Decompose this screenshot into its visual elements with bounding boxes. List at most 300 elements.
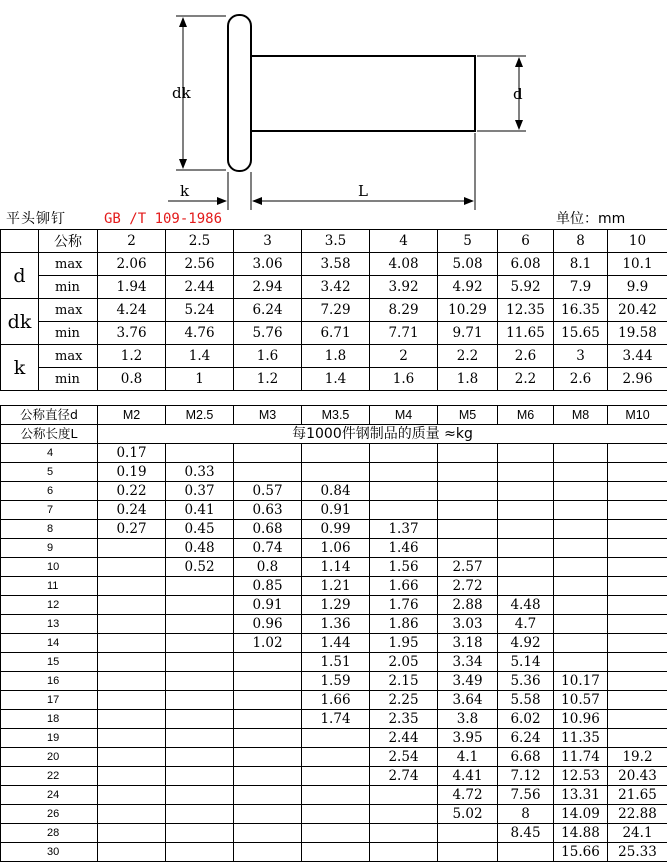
mass-value: 10.17 xyxy=(554,672,608,691)
mass-value: 4.92 xyxy=(498,634,554,653)
nominal-length: 24 xyxy=(1,786,98,805)
nominal-length: 5 xyxy=(1,463,98,482)
mass-value xyxy=(166,748,234,767)
mass-per-1000-caption: 每1000件钢制品的质量 ≈kg xyxy=(98,425,667,444)
mass-value xyxy=(98,843,166,862)
dimension-value: 9.9 xyxy=(608,276,667,299)
dimension-row xyxy=(1,322,667,345)
nominal-length: 15 xyxy=(1,653,98,672)
nominal-length: 13 xyxy=(1,615,98,634)
mass-value xyxy=(608,615,667,634)
mass-value xyxy=(438,501,498,520)
mass-value: 0.63 xyxy=(234,501,302,520)
table-row xyxy=(1,767,667,786)
table-row xyxy=(1,501,667,520)
mass-value xyxy=(608,539,667,558)
mass-value xyxy=(370,786,438,805)
mass-value: 10.57 xyxy=(554,691,608,710)
mass-value xyxy=(370,805,438,824)
mass-value: 13.31 xyxy=(554,786,608,805)
dimension-row xyxy=(1,368,667,391)
mass-value: 6.02 xyxy=(498,710,554,729)
mass-value xyxy=(608,482,667,501)
dimension-value: 2 xyxy=(370,345,438,368)
mass-value xyxy=(302,463,370,482)
dimension-group-label: k xyxy=(1,345,39,391)
nominal-size: 2 xyxy=(98,230,166,253)
mass-value: 0.41 xyxy=(166,501,234,520)
dimension-row xyxy=(1,299,667,322)
thread-size: M10 xyxy=(608,406,667,425)
mass-value: 0.48 xyxy=(166,539,234,558)
dimension-value: 1.6 xyxy=(234,345,302,368)
mass-value xyxy=(234,672,302,691)
dimension-value: 6.71 xyxy=(302,322,370,345)
dimension-value: 3.06 xyxy=(234,253,302,276)
mass-value: 0.57 xyxy=(234,482,302,501)
dimension-value: 8.29 xyxy=(370,299,438,322)
table-row xyxy=(1,729,667,748)
mass-value xyxy=(166,786,234,805)
dimension-value: 20.42 xyxy=(608,299,667,322)
nominal-length: 12 xyxy=(1,596,98,615)
mass-value: 0.24 xyxy=(98,501,166,520)
dimension-value: 4.24 xyxy=(98,299,166,322)
dimension-value: 12.35 xyxy=(498,299,554,322)
dimension-value: 16.35 xyxy=(554,299,608,322)
mass-value xyxy=(166,710,234,729)
mass-value xyxy=(554,634,608,653)
nominal-length: 8 xyxy=(1,520,98,539)
mass-value xyxy=(554,482,608,501)
dimension-value: 5.24 xyxy=(166,299,234,322)
dimension-value: 1.8 xyxy=(302,345,370,368)
dimension-table xyxy=(0,229,667,391)
mass-value xyxy=(234,786,302,805)
mass-value xyxy=(438,824,498,843)
mass-value xyxy=(234,824,302,843)
table-row xyxy=(1,444,667,463)
mass-value: 1.36 xyxy=(302,615,370,634)
mass-value xyxy=(608,501,667,520)
mass-value: 2.88 xyxy=(438,596,498,615)
table-row xyxy=(1,672,667,691)
mass-value: 2.15 xyxy=(370,672,438,691)
mass-value xyxy=(554,558,608,577)
mass-value: 15.66 xyxy=(554,843,608,862)
mass-value xyxy=(608,710,667,729)
mass-value: 11.74 xyxy=(554,748,608,767)
mass-value xyxy=(438,520,498,539)
mass-value: 1.06 xyxy=(302,539,370,558)
limit-label: min xyxy=(39,322,98,345)
dimension-value: 2.96 xyxy=(608,368,667,391)
mass-value: 0.84 xyxy=(302,482,370,501)
table-row xyxy=(1,691,667,710)
nominal-length: 10 xyxy=(1,558,98,577)
mass-value: 0.96 xyxy=(234,615,302,634)
mass-value xyxy=(234,463,302,482)
limit-label: max xyxy=(39,345,98,368)
nominal-size: 2.5 xyxy=(166,230,234,253)
mass-value xyxy=(608,596,667,615)
dimension-value: 1.94 xyxy=(98,276,166,299)
mass-value xyxy=(166,596,234,615)
mass-value: 0.91 xyxy=(234,596,302,615)
nominal-size: 8 xyxy=(554,230,608,253)
mass-value xyxy=(98,824,166,843)
dimension-value: 1 xyxy=(166,368,234,391)
mass-value xyxy=(370,843,438,862)
thread-size: M2.5 xyxy=(166,406,234,425)
dimension-value: 15.65 xyxy=(554,322,608,345)
mass-value xyxy=(166,672,234,691)
mass-value: 5.02 xyxy=(438,805,498,824)
dimension-value: 1.4 xyxy=(166,345,234,368)
mass-value: 12.53 xyxy=(554,767,608,786)
mass-value xyxy=(234,767,302,786)
mass-value: 6.68 xyxy=(498,748,554,767)
dimension-value: 2.44 xyxy=(166,276,234,299)
mass-value xyxy=(98,634,166,653)
table-row xyxy=(1,748,667,767)
limit-label: max xyxy=(39,253,98,276)
mass-value xyxy=(98,710,166,729)
table-row xyxy=(1,539,667,558)
mass-value xyxy=(498,482,554,501)
mass-value xyxy=(234,843,302,862)
mass-value: 5.36 xyxy=(498,672,554,691)
mass-value: 1.66 xyxy=(370,577,438,596)
mass-size-row xyxy=(1,406,667,425)
mass-value xyxy=(554,501,608,520)
mass-value: 0.8 xyxy=(234,558,302,577)
mass-value: 7.12 xyxy=(498,767,554,786)
mass-value: 1.37 xyxy=(370,520,438,539)
mass-value: 5.58 xyxy=(498,691,554,710)
mass-value xyxy=(166,691,234,710)
rivet-head xyxy=(228,15,251,171)
mass-value: 0.52 xyxy=(166,558,234,577)
mass-value xyxy=(234,710,302,729)
mass-value xyxy=(608,463,667,482)
mass-value: 8 xyxy=(498,805,554,824)
unit-label: 单位：mm xyxy=(556,209,625,229)
nominal-length: 16 xyxy=(1,672,98,691)
mass-value: 2.57 xyxy=(438,558,498,577)
mass-value xyxy=(554,520,608,539)
nominal-length: 20 xyxy=(1,748,98,767)
dimension-value: 10.1 xyxy=(608,253,667,276)
mass-value: 10.96 xyxy=(554,710,608,729)
mass-value xyxy=(498,577,554,596)
limit-label: min xyxy=(39,276,98,299)
mass-value: 3.95 xyxy=(438,729,498,748)
mass-value xyxy=(370,444,438,463)
rivet-drawing-svg xyxy=(0,0,667,210)
nominal-diameter-header: 公称直径d xyxy=(1,406,98,425)
thread-size: M3 xyxy=(234,406,302,425)
nominal-size: 5 xyxy=(438,230,498,253)
mass-value xyxy=(608,691,667,710)
mass-value xyxy=(166,729,234,748)
mass-value: 0.91 xyxy=(302,501,370,520)
mass-value: 0.27 xyxy=(98,520,166,539)
mass-value: 24.1 xyxy=(608,824,667,843)
dimension-value: 5.92 xyxy=(498,276,554,299)
d-label: d xyxy=(513,85,523,103)
dimension-value: 1.6 xyxy=(370,368,438,391)
nominal-length: 7 xyxy=(1,501,98,520)
mass-value xyxy=(554,539,608,558)
mass-value: 25.33 xyxy=(608,843,667,862)
mass-value xyxy=(98,672,166,691)
mass-value xyxy=(438,843,498,862)
nominal-length: 17 xyxy=(1,691,98,710)
mass-value: 4.48 xyxy=(498,596,554,615)
mass-value xyxy=(608,634,667,653)
mass-value xyxy=(234,748,302,767)
mass-value xyxy=(302,767,370,786)
mass-value xyxy=(166,444,234,463)
nominal-length: 4 xyxy=(1,444,98,463)
dimension-value: 6.24 xyxy=(234,299,302,322)
mass-value: 1.95 xyxy=(370,634,438,653)
mass-value: 1.21 xyxy=(302,577,370,596)
rivet-drawing xyxy=(0,0,667,210)
dimension-value: 1.8 xyxy=(438,368,498,391)
mass-value xyxy=(98,748,166,767)
mass-value: 2.35 xyxy=(370,710,438,729)
mass-value xyxy=(302,729,370,748)
nominal-length-header: 公称长度L xyxy=(1,425,98,444)
mass-value: 0.68 xyxy=(234,520,302,539)
dk-label: dk xyxy=(172,84,192,102)
mass-value: 5.14 xyxy=(498,653,554,672)
mass-value: 3.64 xyxy=(438,691,498,710)
dimension-header-row xyxy=(1,230,667,253)
dimension-value: 7.29 xyxy=(302,299,370,322)
dimension-value: 4.08 xyxy=(370,253,438,276)
table-row xyxy=(1,843,667,862)
mass-value: 1.66 xyxy=(302,691,370,710)
L-label: L xyxy=(358,182,368,200)
table-row xyxy=(1,710,667,729)
mass-value xyxy=(166,767,234,786)
mass-value xyxy=(234,729,302,748)
mass-value: 6.24 xyxy=(498,729,554,748)
nominal-header: 公称 xyxy=(39,230,98,253)
dimension-value: 4.92 xyxy=(438,276,498,299)
dimension-value: 2.6 xyxy=(554,368,608,391)
mass-value: 14.09 xyxy=(554,805,608,824)
mass-value xyxy=(608,577,667,596)
mass-value: 22.88 xyxy=(608,805,667,824)
mass-value xyxy=(498,444,554,463)
dimension-value: 3 xyxy=(554,345,608,368)
dimension-value: 2.2 xyxy=(498,368,554,391)
table-row xyxy=(1,634,667,653)
mass-value xyxy=(608,444,667,463)
dimension-value: 1.2 xyxy=(98,345,166,368)
mass-value xyxy=(302,748,370,767)
mass-value: 1.02 xyxy=(234,634,302,653)
mass-value: 7.56 xyxy=(498,786,554,805)
mass-value: 2.54 xyxy=(370,748,438,767)
rivet-shank xyxy=(251,56,475,131)
mass-value xyxy=(608,558,667,577)
mass-value: 1.51 xyxy=(302,653,370,672)
mass-value xyxy=(98,539,166,558)
mass-value xyxy=(234,691,302,710)
table-row xyxy=(1,558,667,577)
mass-value xyxy=(370,463,438,482)
mass-value xyxy=(98,691,166,710)
mass-value xyxy=(608,729,667,748)
dimension-value: 3.58 xyxy=(302,253,370,276)
table-row xyxy=(1,463,667,482)
mass-value xyxy=(166,805,234,824)
mass-value xyxy=(438,444,498,463)
nominal-length: 11 xyxy=(1,577,98,596)
dimension-value: 3.44 xyxy=(608,345,667,368)
dimension-row xyxy=(1,253,667,276)
mass-value: 14.88 xyxy=(554,824,608,843)
dimension-value: 5.08 xyxy=(438,253,498,276)
mass-value: 2.44 xyxy=(370,729,438,748)
mass-value: 0.33 xyxy=(166,463,234,482)
mass-value: 0.85 xyxy=(234,577,302,596)
mass-value xyxy=(98,767,166,786)
mass-value xyxy=(554,444,608,463)
nominal-size: 3.5 xyxy=(302,230,370,253)
thread-size: M2 xyxy=(98,406,166,425)
rivet-name: 平头铆钉 xyxy=(6,209,66,229)
nominal-size: 6 xyxy=(498,230,554,253)
mass-value xyxy=(166,824,234,843)
mass-value xyxy=(438,539,498,558)
mass-value xyxy=(98,729,166,748)
thread-size: M3.5 xyxy=(302,406,370,425)
mass-value: 0.22 xyxy=(98,482,166,501)
mass-value xyxy=(166,615,234,634)
mass-value: 1.76 xyxy=(370,596,438,615)
mass-value xyxy=(98,577,166,596)
standard-number: GB /T 109-1986 xyxy=(104,209,222,229)
limit-label: max xyxy=(39,299,98,322)
mass-value xyxy=(234,444,302,463)
dimension-row xyxy=(1,276,667,299)
mass-value xyxy=(498,558,554,577)
mass-value xyxy=(554,577,608,596)
mass-value xyxy=(608,672,667,691)
mass-value xyxy=(98,786,166,805)
mass-value: 0.37 xyxy=(166,482,234,501)
table-row xyxy=(1,824,667,843)
nominal-length: 30 xyxy=(1,843,98,862)
mass-value: 0.74 xyxy=(234,539,302,558)
mass-caption-row xyxy=(1,425,667,444)
nominal-size: 10 xyxy=(608,230,667,253)
mass-value xyxy=(234,653,302,672)
nominal-length: 26 xyxy=(1,805,98,824)
mass-value: 0.17 xyxy=(98,444,166,463)
mass-value: 2.72 xyxy=(438,577,498,596)
mass-value xyxy=(166,634,234,653)
dimension-value: 0.8 xyxy=(98,368,166,391)
mass-value xyxy=(554,615,608,634)
table-row xyxy=(1,596,667,615)
nominal-length: 19 xyxy=(1,729,98,748)
mass-value xyxy=(98,615,166,634)
mass-value: 4.1 xyxy=(438,748,498,767)
mass-value xyxy=(498,520,554,539)
dimension-value: 2.06 xyxy=(98,253,166,276)
mass-value: 2.05 xyxy=(370,653,438,672)
nominal-size: 4 xyxy=(370,230,438,253)
mass-value xyxy=(98,558,166,577)
k-label: k xyxy=(180,182,190,200)
mass-value: 4.7 xyxy=(498,615,554,634)
mass-value xyxy=(554,596,608,615)
dimension-value: 2.94 xyxy=(234,276,302,299)
mass-value: 1.14 xyxy=(302,558,370,577)
mass-value: 1.44 xyxy=(302,634,370,653)
mass-value xyxy=(554,463,608,482)
mass-value xyxy=(302,444,370,463)
mass-value: 4.72 xyxy=(438,786,498,805)
nominal-length: 22 xyxy=(1,767,98,786)
mass-value: 8.45 xyxy=(498,824,554,843)
mass-value: 1.86 xyxy=(370,615,438,634)
thread-size: M8 xyxy=(554,406,608,425)
mass-value xyxy=(166,577,234,596)
dimension-value: 4.76 xyxy=(166,322,234,345)
mass-value xyxy=(498,539,554,558)
dimension-value: 9.71 xyxy=(438,322,498,345)
mass-value xyxy=(302,805,370,824)
mass-value xyxy=(608,520,667,539)
mass-value: 11.35 xyxy=(554,729,608,748)
mass-value: 1.46 xyxy=(370,539,438,558)
mass-value: 1.74 xyxy=(302,710,370,729)
mass-table xyxy=(0,405,667,862)
dimension-value: 2.56 xyxy=(166,253,234,276)
dimension-value: 11.65 xyxy=(498,322,554,345)
mass-value xyxy=(438,482,498,501)
mass-value: 3.34 xyxy=(438,653,498,672)
mass-value: 0.99 xyxy=(302,520,370,539)
thread-size: M5 xyxy=(438,406,498,425)
mass-value: 0.19 xyxy=(98,463,166,482)
dimension-corner-cell xyxy=(1,230,39,253)
nominal-length: 14 xyxy=(1,634,98,653)
table-row xyxy=(1,482,667,501)
table-row xyxy=(1,615,667,634)
nominal-length: 9 xyxy=(1,539,98,558)
dimension-value: 5.76 xyxy=(234,322,302,345)
mass-value xyxy=(302,786,370,805)
mass-value xyxy=(608,653,667,672)
dimension-value: 8.1 xyxy=(554,253,608,276)
mass-value: 3.18 xyxy=(438,634,498,653)
dimension-value: 7.71 xyxy=(370,322,438,345)
dimension-value: 2.6 xyxy=(498,345,554,368)
dimension-value: 3.92 xyxy=(370,276,438,299)
mass-value xyxy=(498,501,554,520)
thread-size: M4 xyxy=(370,406,438,425)
dimension-value: 7.9 xyxy=(554,276,608,299)
